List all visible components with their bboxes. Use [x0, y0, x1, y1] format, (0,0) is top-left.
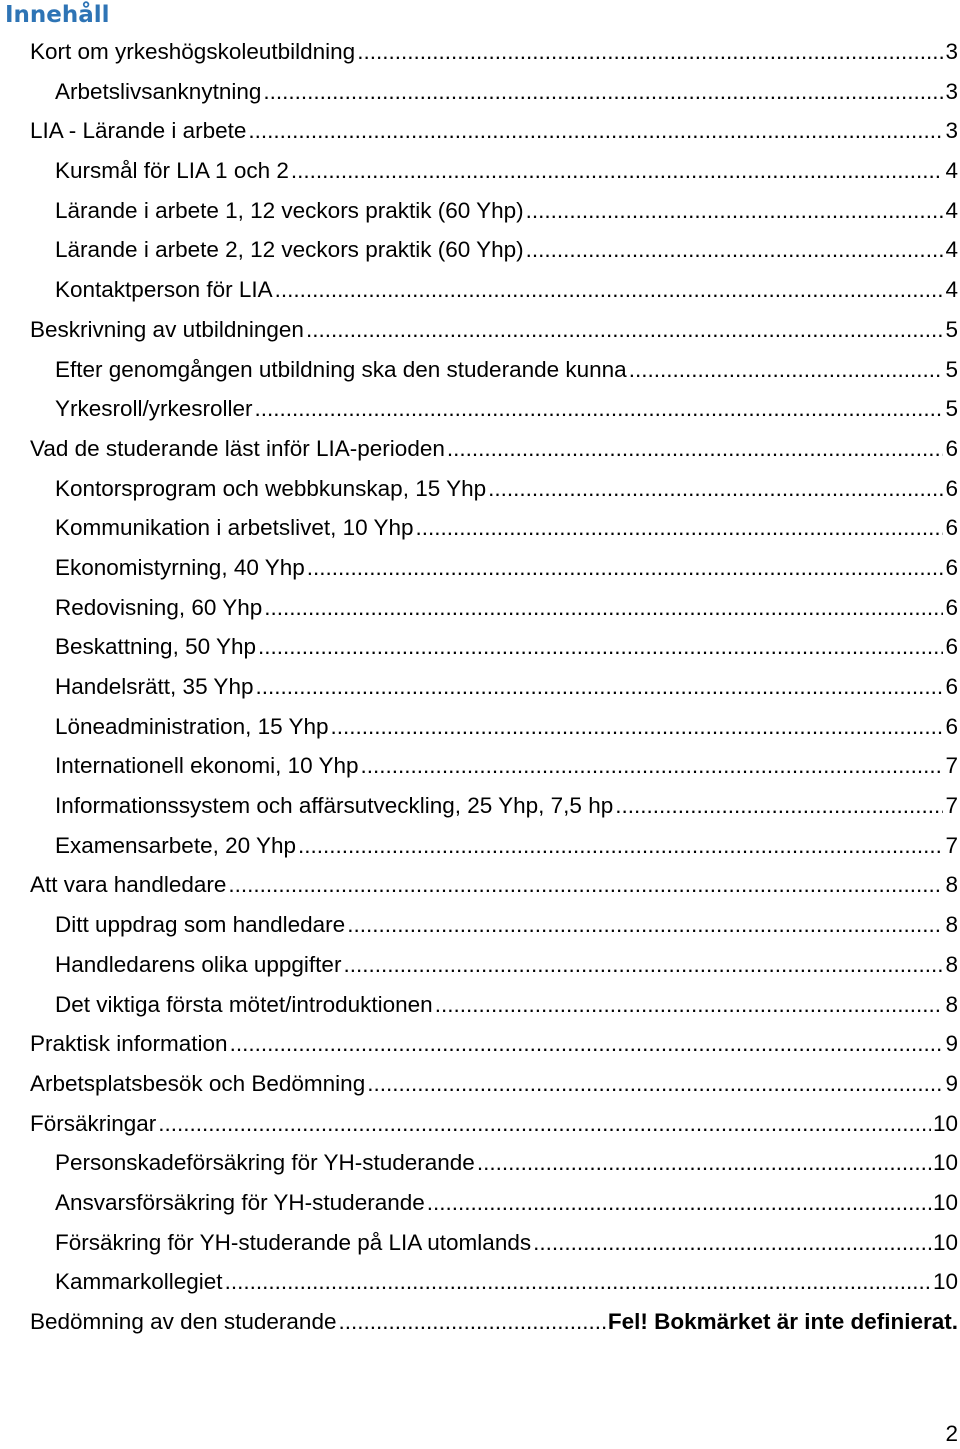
toc-dot-leader	[298, 826, 943, 866]
toc-entry-page: 7	[945, 793, 958, 819]
toc-entry-page: 8	[945, 912, 958, 938]
toc-entry[interactable]	[0, 1143, 960, 1183]
toc-entry-title: Kontaktperson för LIA	[55, 277, 273, 303]
toc-entry-title: Beskattning, 50 Yhp	[55, 634, 256, 660]
toc-entry[interactable]	[0, 1064, 960, 1104]
toc-entry-page: 10	[932, 1110, 958, 1136]
toc-entry-title: Handledarens olika uppgifter	[55, 951, 342, 977]
toc-dot-leader	[343, 945, 943, 985]
toc-entry-page: 6	[945, 515, 958, 541]
toc-entry-title: Internationell ekonomi, 10 Yhp	[55, 753, 359, 779]
toc-entry-title: Beskrivning av utbildningen	[30, 316, 304, 342]
toc-dot-leader	[225, 1262, 931, 1302]
toc-entry[interactable]	[0, 945, 960, 985]
toc-dot-leader	[629, 350, 944, 390]
toc-entry-page: 4	[945, 237, 958, 263]
toc-entry[interactable]	[0, 389, 960, 429]
toc-entry-page: 7	[945, 753, 958, 779]
toc-entry-title: Praktisk information	[30, 1031, 228, 1057]
toc-entry-page: 10	[932, 1229, 958, 1255]
toc-entry[interactable]	[0, 310, 960, 350]
toc-entry-title: Efter genomgången utbildning ska den studerande kunna	[55, 356, 627, 382]
toc-entry-page: 4	[945, 197, 958, 223]
toc-entry[interactable]	[0, 985, 960, 1025]
toc-dot-leader	[230, 1024, 944, 1064]
toc-dot-leader	[255, 667, 943, 707]
toc-entry-title: Vad de studerande läst inför LIA-perioden	[30, 435, 445, 461]
toc-entry-page: 6	[945, 435, 958, 461]
toc-dot-leader	[416, 508, 944, 548]
toc-entry[interactable]	[0, 72, 960, 112]
toc-entry-page: 10	[932, 1150, 958, 1176]
toc-entry-title: Det viktiga första mötet/introduktionen	[55, 991, 433, 1017]
toc-dot-leader	[361, 746, 944, 786]
toc-entry[interactable]	[0, 548, 960, 588]
toc-entry[interactable]	[0, 508, 960, 548]
toc-entry-page: 4	[945, 158, 958, 184]
toc-entry[interactable]	[0, 469, 960, 509]
toc-entry-page: 4	[945, 277, 958, 303]
toc-entry-title: Försäkring för YH-studerande på LIA utomlands	[55, 1229, 532, 1255]
toc-entry-page: 3	[945, 78, 958, 104]
toc-dot-leader	[306, 310, 944, 350]
toc-entry-page: 3	[945, 118, 958, 144]
toc-entry-page: 8	[945, 991, 958, 1017]
toc-dot-leader	[367, 1064, 943, 1104]
toc-dot-leader	[248, 111, 943, 151]
toc-dot-leader	[427, 1183, 931, 1223]
toc-entry-title: Kommunikation i arbetslivet, 10 Yhp	[55, 515, 414, 541]
toc-entry-page: 6	[945, 713, 958, 739]
toc-entry-title: Ditt uppdrag som handledare	[55, 912, 346, 938]
toc-entry[interactable]	[0, 667, 960, 707]
toc-dot-leader	[435, 985, 944, 1025]
toc-dot-leader	[447, 429, 944, 469]
toc-entry-title: Examensarbete, 20 Yhp	[55, 832, 296, 858]
toc-entry[interactable]	[0, 230, 960, 270]
toc-dot-leader	[263, 72, 943, 112]
toc-entry-page: 8	[945, 951, 958, 977]
toc-entry-page: 5	[945, 356, 958, 382]
toc-entry[interactable]	[0, 905, 960, 945]
toc-entry-title: Handelsrätt, 35 Yhp	[55, 674, 254, 699]
toc-entry[interactable]	[0, 1024, 960, 1064]
toc-entry-title: Lärande i arbete 2, 12 veckors praktik (60 Yhp)	[55, 237, 524, 263]
toc-entry-title: Ansvarsförsäkring för YH-studerande	[55, 1189, 425, 1215]
toc-entry-page: 6	[945, 594, 958, 620]
toc-entry-page: 5	[945, 316, 958, 342]
toc-entry-page: 10	[932, 1269, 958, 1295]
toc-entry[interactable]	[0, 111, 960, 151]
toc-entry-title: Bedömning av den studerande	[30, 1309, 337, 1334]
toc-dot-leader	[158, 1104, 931, 1144]
toc-entry-page: 6	[945, 475, 958, 501]
toc-entry-title: Att vara handledare	[30, 872, 227, 898]
toc-dot-leader	[291, 151, 944, 191]
toc-entry-title: Kontorsprogram och webbkunskap, 15 Yhp	[55, 475, 487, 501]
toc-entry[interactable]	[0, 865, 960, 905]
toc-dot-leader	[275, 270, 944, 310]
toc-entry-title: Försäkringar	[30, 1110, 157, 1136]
toc-list	[0, 32, 960, 1342]
toc-entry[interactable]	[0, 350, 960, 390]
toc-entry-page: 9	[945, 1031, 958, 1057]
toc-dot-leader	[533, 1223, 931, 1263]
toc-entry-title: Arbetsplatsbesök och Bedömning	[30, 1070, 366, 1096]
toc-entry[interactable]	[0, 707, 960, 747]
toc-entry-title: Löneadministration, 15 Yhp	[55, 713, 329, 739]
toc-entry-title: Lärande i arbete 1, 12 veckors praktik (60 Yhp)	[55, 197, 524, 223]
toc-dot-leader	[526, 230, 944, 270]
toc-dot-leader	[255, 389, 944, 429]
toc-dot-leader	[264, 588, 943, 628]
toc-entry-title: Yrkesroll/yrkesroller	[55, 396, 253, 422]
toc-entry-title: Personskadeförsäkring för YH-studerande	[55, 1150, 475, 1176]
toc-entry-title: Ekonomistyrning, 40 Yhp	[55, 554, 305, 580]
toc-entry[interactable]	[0, 191, 960, 231]
toc-dot-leader	[615, 786, 943, 826]
toc-dot-leader	[338, 1302, 605, 1342]
toc-dot-leader	[331, 707, 944, 747]
toc-entry[interactable]	[0, 588, 960, 628]
toc-entry[interactable]	[0, 627, 960, 667]
toc-entry-page: 3	[945, 39, 958, 64]
toc-dot-leader	[258, 627, 944, 667]
toc-entry[interactable]	[0, 786, 960, 826]
toc-entry-page: 5	[945, 396, 958, 422]
toc-entry-title: Kursmål för LIA 1 och 2	[55, 158, 289, 184]
toc-entry-page: 10	[932, 1189, 958, 1215]
toc-entry[interactable]	[0, 746, 960, 786]
toc-dot-leader	[526, 191, 944, 231]
toc-entry-title: Kort om yrkeshögskoleutbildning	[30, 39, 356, 64]
toc-dot-leader	[228, 865, 943, 905]
toc-entry-page: 8	[945, 872, 958, 898]
toc-entry-title: Arbetslivsanknytning	[55, 78, 262, 104]
toc-heading: Innehåll	[5, 2, 110, 28]
toc-entry-page: 6	[945, 554, 958, 580]
toc-entry[interactable]	[0, 32, 960, 72]
toc-dot-leader	[357, 32, 943, 72]
toc-entry-page: 9	[945, 1070, 958, 1096]
toc-dot-leader	[477, 1143, 931, 1183]
toc-entry-title: LIA - Lärande i arbete	[30, 118, 247, 144]
toc-dot-leader	[347, 905, 943, 945]
toc-entry[interactable]	[0, 1262, 960, 1302]
toc-entry[interactable]	[0, 1183, 960, 1223]
toc-entry-title: Redovisning, 60 Yhp	[55, 594, 263, 620]
toc-entry-title: Informationssystem och affärsutveckling, 25 Yhp, 7,5 hp	[55, 793, 614, 819]
toc-entry[interactable]	[0, 270, 960, 310]
toc-entry[interactable]	[0, 1223, 960, 1263]
page-number: 2	[945, 1421, 958, 1446]
toc-entry-page: 6	[945, 674, 958, 699]
toc-dot-leader	[307, 548, 944, 588]
toc-entry[interactable]	[0, 151, 960, 191]
toc-entry[interactable]	[0, 1302, 960, 1342]
toc-entry-page: 6	[945, 634, 958, 660]
toc-entry[interactable]	[0, 429, 960, 469]
toc-entry[interactable]	[0, 1104, 960, 1144]
toc-entry-page: Fel! Bokmärket är inte definierat.	[607, 1309, 958, 1334]
toc-dot-leader	[488, 469, 943, 509]
toc-entry[interactable]	[0, 826, 960, 866]
toc-entry-page: 7	[945, 832, 958, 858]
toc-entry-title: Kammarkollegiet	[55, 1269, 223, 1295]
